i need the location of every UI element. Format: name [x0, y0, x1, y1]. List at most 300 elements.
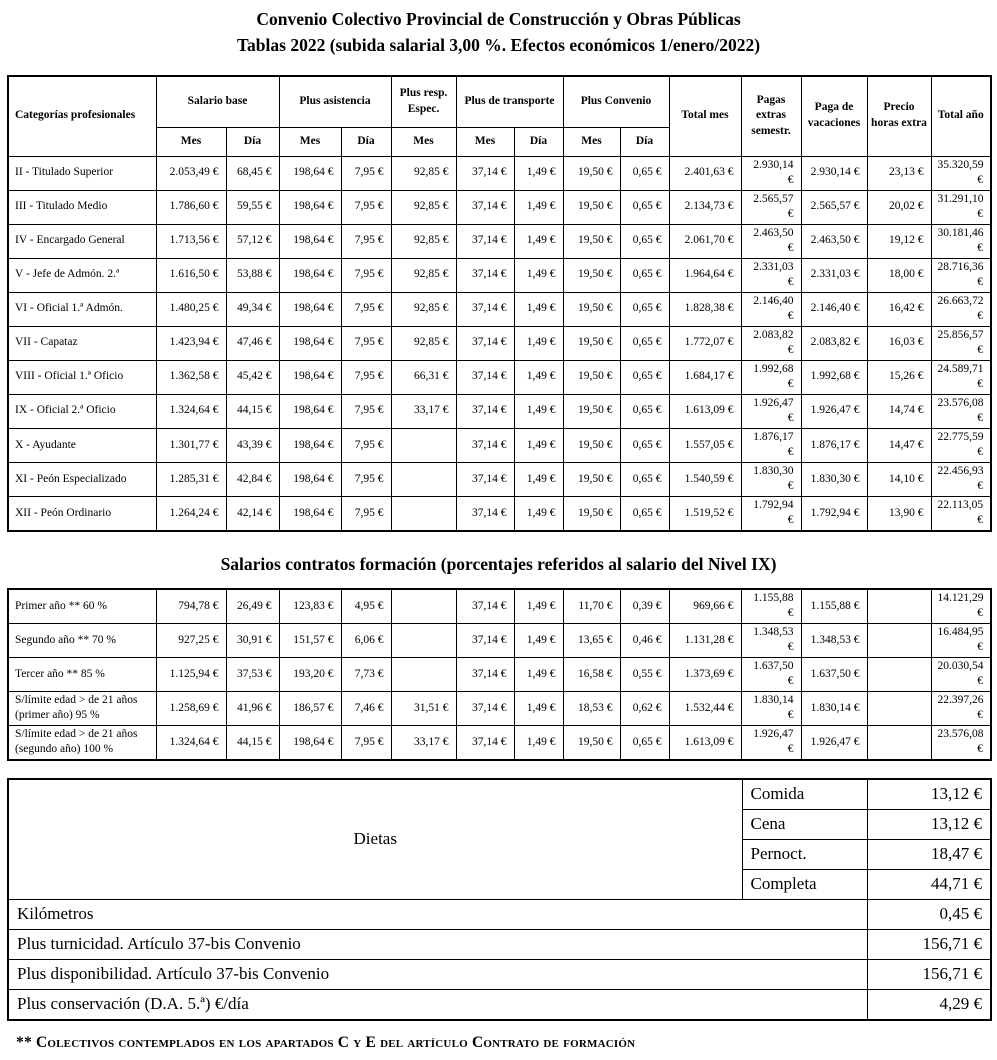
cell-resp-espec: 92,85 € — [391, 224, 456, 258]
cell-salario-dia: 42,14 € — [226, 496, 279, 531]
cell-salario-dia: 49,34 € — [226, 292, 279, 326]
cell-transporte-dia: 1,49 € — [514, 360, 563, 394]
cell-salario-dia: 37,53 € — [226, 657, 279, 691]
cell-precio-horas: 13,90 € — [867, 496, 931, 531]
cell-transporte-dia: 1,49 € — [514, 190, 563, 224]
cell-total-mes: 1.684,17 € — [669, 360, 741, 394]
cell-convenio-mes: 18,53 € — [563, 691, 620, 725]
salary-row — [8, 190, 991, 224]
cell-paga-vacaciones: 2.565,57 € — [801, 190, 867, 224]
col-header-paga-vacaciones: Paga de vacaciones — [801, 76, 867, 157]
cell-transporte-mes: 37,14 € — [456, 496, 514, 531]
cell-resp-espec: 92,85 € — [391, 292, 456, 326]
cell-total-mes: 1.540,59 € — [669, 462, 741, 496]
cell-resp-espec — [391, 623, 456, 657]
cell-total-ano: 16.484,95 € — [931, 623, 991, 657]
cell-resp-espec: 66,31 € — [391, 360, 456, 394]
title-line-2: Tablas 2022 (subida salarial 3,00 %. Efectos económicos 1/enero/2022) — [236, 35, 761, 56]
cell-paga-vacaciones: 2.083,82 € — [801, 326, 867, 360]
cell-total-mes: 1.532,44 € — [669, 691, 741, 725]
cell-paga-vacaciones: 2.146,40 € — [801, 292, 867, 326]
cell-asistencia-dia: 7,95 € — [341, 326, 391, 360]
salary-row — [8, 462, 991, 496]
formacion-label — [8, 589, 156, 624]
cell-pagas-extras: 1.992,68 € — [741, 360, 801, 394]
cell-transporte-dia: 1,49 € — [514, 589, 563, 624]
cell-total-ano: 14.121,29 € — [931, 589, 991, 624]
cell-paga-vacaciones: 2.463,50 € — [801, 224, 867, 258]
cell-convenio-dia: 0,65 € — [620, 258, 669, 292]
cell-asistencia-mes: 198,64 € — [279, 156, 341, 190]
cell-paga-vacaciones: 1.876,17 € — [801, 428, 867, 462]
salary-row — [8, 496, 991, 531]
category-label: VII - Capataz — [8, 326, 156, 360]
cell-asistencia-dia: 7,46 € — [341, 691, 391, 725]
cell-convenio-mes: 19,50 € — [563, 292, 620, 326]
category-label: IX - Oficial 2.ª Oficio — [8, 394, 156, 428]
cell-transporte-dia: 1,49 € — [514, 725, 563, 760]
dieta-cena-label: Cena — [742, 810, 867, 840]
cell-precio-horas: 14,74 € — [867, 394, 931, 428]
cell-asistencia-mes: 198,64 € — [279, 224, 341, 258]
cell-transporte-mes: 37,14 € — [456, 156, 514, 190]
cell-pagas-extras: 2.083,82 € — [741, 326, 801, 360]
cell-convenio-mes: 19,50 € — [563, 496, 620, 531]
cell-convenio-mes: 19,50 € — [563, 224, 620, 258]
cell-asistencia-dia: 7,95 € — [341, 156, 391, 190]
category-label: VI - Oficial 1.ª Admón. — [8, 292, 156, 326]
cell-total-ano: 31.291,10 € — [931, 190, 991, 224]
cell-transporte-mes: 37,14 € — [456, 589, 514, 624]
cell-total-ano: 25.856,57 € — [931, 326, 991, 360]
cell-transporte-mes: 37,14 € — [456, 657, 514, 691]
category-label: V - Jefe de Admón. 2.ª — [8, 258, 156, 292]
plus-turnicidad-label: Plus turnicidad. Artículo 37-bis Convenio — [8, 930, 867, 960]
cell-pagas-extras: 1.876,17 € — [741, 428, 801, 462]
cell-asistencia-mes: 198,64 € — [279, 326, 341, 360]
category-label: IV - Encargado General — [8, 224, 156, 258]
extras-table — [7, 778, 992, 1021]
cell-precio-horas: 16,03 € — [867, 326, 931, 360]
col-header-pagas-extras: Pagas extras semestr. — [741, 76, 801, 157]
category-label: II - Titulado Superior — [8, 156, 156, 190]
cell-asistencia-mes: 198,64 € — [279, 292, 341, 326]
cell-convenio-dia: 0,65 € — [620, 725, 669, 760]
formacion-label-line1: S/límite edad > de 21 años — [15, 693, 138, 706]
subcol-mes: Mes — [391, 127, 456, 156]
cell-total-mes: 1.519,52 € — [669, 496, 741, 531]
cell-pagas-extras: 1.155,88 € — [741, 589, 801, 624]
formacion-label-line1: Tercer año ** 85 % — [15, 667, 105, 680]
formacion-table — [7, 588, 992, 761]
subcol-mes: Mes — [456, 127, 514, 156]
cell-total-ano: 22.456,93 € — [931, 462, 991, 496]
cell-resp-espec — [391, 589, 456, 624]
cell-convenio-mes: 13,65 € — [563, 623, 620, 657]
cell-salario-dia: 43,39 € — [226, 428, 279, 462]
cell-pagas-extras: 2.930,14 € — [741, 156, 801, 190]
cell-salario-dia: 30,91 € — [226, 623, 279, 657]
formacion-label-line1: Segundo año ** 70 % — [15, 633, 116, 646]
extras-row — [8, 930, 991, 960]
cell-convenio-mes: 19,50 € — [563, 156, 620, 190]
cell-convenio-mes: 19,50 € — [563, 394, 620, 428]
cell-asistencia-dia: 7,73 € — [341, 657, 391, 691]
document-page — [0, 6, 997, 1052]
cell-transporte-mes: 37,14 € — [456, 224, 514, 258]
subcol-mes: Mes — [563, 127, 620, 156]
cell-precio-horas — [867, 725, 931, 760]
cell-paga-vacaciones: 1.348,53 € — [801, 623, 867, 657]
cell-total-ano: 24.589,71 € — [931, 360, 991, 394]
salary-row — [8, 360, 991, 394]
cell-resp-espec: 31,51 € — [391, 691, 456, 725]
cell-pagas-extras: 1.792,94 € — [741, 496, 801, 531]
dieta-comida-value: 13,12 € — [867, 779, 991, 810]
cell-total-ano: 22.397,26 € — [931, 691, 991, 725]
cell-total-ano: 20.030,54 € — [931, 657, 991, 691]
cell-transporte-dia: 1,49 € — [514, 657, 563, 691]
cell-paga-vacaciones: 1.830,14 € — [801, 691, 867, 725]
cell-total-ano: 22.775,59 € — [931, 428, 991, 462]
cell-precio-horas: 23,13 € — [867, 156, 931, 190]
cell-total-ano: 28.716,36 € — [931, 258, 991, 292]
cell-precio-horas — [867, 623, 931, 657]
cell-salario-mes: 794,78 € — [156, 589, 226, 624]
cell-transporte-dia: 1,49 € — [514, 224, 563, 258]
cell-asistencia-mes: 198,64 € — [279, 360, 341, 394]
cell-convenio-dia: 0,65 € — [620, 428, 669, 462]
plus-disponibilidad-value: 156,71 € — [867, 960, 991, 990]
subcol-dia: Día — [226, 127, 279, 156]
formacion-label-line2: (segundo año) 100 % — [15, 743, 114, 756]
cell-transporte-dia: 1,49 € — [514, 462, 563, 496]
cell-paga-vacaciones: 1.926,47 € — [801, 394, 867, 428]
cell-pagas-extras: 1.348,53 € — [741, 623, 801, 657]
formacion-label-line1: Primer año ** 60 % — [15, 599, 107, 612]
cell-total-mes: 1.613,09 € — [669, 725, 741, 760]
cell-paga-vacaciones: 1.992,68 € — [801, 360, 867, 394]
cell-total-ano: 35.320,59 € — [931, 156, 991, 190]
category-label: III - Titulado Medio — [8, 190, 156, 224]
cell-pagas-extras: 1.830,14 € — [741, 691, 801, 725]
cell-paga-vacaciones: 2.930,14 € — [801, 156, 867, 190]
cell-total-mes: 1.131,28 € — [669, 623, 741, 657]
cell-asistencia-mes: 198,64 € — [279, 258, 341, 292]
cell-transporte-mes: 37,14 € — [456, 428, 514, 462]
cell-transporte-dia: 1,49 € — [514, 623, 563, 657]
cell-resp-espec: 33,17 € — [391, 725, 456, 760]
cell-asistencia-mes: 151,57 € — [279, 623, 341, 657]
cell-transporte-dia: 1,49 € — [514, 691, 563, 725]
cell-resp-espec — [391, 496, 456, 531]
cell-transporte-dia: 1,49 € — [514, 258, 563, 292]
cell-convenio-dia: 0,65 € — [620, 394, 669, 428]
cell-precio-horas: 18,00 € — [867, 258, 931, 292]
cell-asistencia-dia: 7,95 € — [341, 224, 391, 258]
cell-asistencia-mes: 193,20 € — [279, 657, 341, 691]
cell-transporte-mes: 37,14 € — [456, 292, 514, 326]
cell-total-mes: 2.401,63 € — [669, 156, 741, 190]
cell-transporte-dia: 1,49 € — [514, 394, 563, 428]
formacion-row — [8, 725, 991, 760]
kilometros-label: Kilómetros — [8, 900, 867, 930]
kilometros-value: 0,45 € — [867, 900, 991, 930]
cell-salario-dia: 42,84 € — [226, 462, 279, 496]
formacion-row — [8, 589, 991, 624]
cell-asistencia-dia: 7,95 € — [341, 394, 391, 428]
cell-convenio-mes: 19,50 € — [563, 462, 620, 496]
salary-table — [7, 75, 992, 532]
cell-transporte-mes: 37,14 € — [456, 623, 514, 657]
cell-precio-horas: 20,02 € — [867, 190, 931, 224]
cell-asistencia-mes: 123,83 € — [279, 589, 341, 624]
cell-paga-vacaciones: 2.331,03 € — [801, 258, 867, 292]
cell-asistencia-dia: 6,06 € — [341, 623, 391, 657]
col-header-salario-base: Salario base — [156, 76, 279, 128]
plus-conservacion-label: Plus conservación (D.A. 5.ª) €/día — [8, 990, 867, 1021]
cell-resp-espec — [391, 428, 456, 462]
plus-turnicidad-value: 156,71 € — [867, 930, 991, 960]
cell-convenio-dia: 0,39 € — [620, 589, 669, 624]
cell-convenio-mes: 19,50 € — [563, 360, 620, 394]
cell-precio-horas — [867, 589, 931, 624]
col-header-precio-horas: Precio horas extra — [867, 76, 931, 157]
section-title-formacion: Salarios contratos formación (porcentajes referidos al salario del Nivel IX) — [220, 553, 777, 574]
cell-pagas-extras: 2.463,50 € — [741, 224, 801, 258]
footnote: ** Colectivos contemplados en los apartados C y E del artículo Contrato de formación — [16, 1034, 636, 1051]
cell-precio-horas — [867, 691, 931, 725]
col-header-categorias: Categorías profesionales — [8, 76, 156, 157]
cell-salario-dia: 41,96 € — [226, 691, 279, 725]
cell-asistencia-mes: 198,64 € — [279, 394, 341, 428]
cell-asistencia-mes: 198,64 € — [279, 190, 341, 224]
document-title — [0, 6, 997, 59]
cell-asistencia-mes: 198,64 € — [279, 725, 341, 760]
salary-row — [8, 394, 991, 428]
cell-pagas-extras: 1.637,50 € — [741, 657, 801, 691]
cell-resp-espec: 92,85 € — [391, 190, 456, 224]
cell-convenio-dia: 0,65 € — [620, 224, 669, 258]
cell-paga-vacaciones: 1.155,88 € — [801, 589, 867, 624]
salary-row — [8, 428, 991, 462]
cell-salario-mes: 1.301,77 € — [156, 428, 226, 462]
cell-salario-dia: 59,55 € — [226, 190, 279, 224]
cell-total-mes: 1.373,69 € — [669, 657, 741, 691]
cell-convenio-dia: 0,65 € — [620, 360, 669, 394]
cell-resp-espec: 92,85 € — [391, 156, 456, 190]
cell-salario-dia: 68,45 € — [226, 156, 279, 190]
cell-convenio-dia: 0,65 € — [620, 292, 669, 326]
col-header-plus-resp: Plus resp. Espec. — [391, 76, 456, 128]
dieta-completa-value: 44,71 € — [867, 870, 991, 900]
dieta-pernoct-value: 18,47 € — [867, 840, 991, 870]
cell-salario-mes: 1.285,31 € — [156, 462, 226, 496]
cell-precio-horas: 15,26 € — [867, 360, 931, 394]
col-header-plus-convenio: Plus Convenio — [563, 76, 669, 128]
col-header-plus-transporte: Plus de transporte — [456, 76, 563, 128]
cell-salario-dia: 47,46 € — [226, 326, 279, 360]
category-label: XI - Peón Especializado — [8, 462, 156, 496]
cell-asistencia-dia: 7,95 € — [341, 462, 391, 496]
cell-convenio-dia: 0,65 € — [620, 156, 669, 190]
formacion-label-line2: (primer año) 95 % — [15, 709, 100, 722]
cell-transporte-mes: 37,14 € — [456, 394, 514, 428]
col-header-total-ano: Total año — [931, 76, 991, 157]
cell-total-mes: 1.828,38 € — [669, 292, 741, 326]
formacion-label — [8, 725, 156, 760]
cell-salario-dia: 57,12 € — [226, 224, 279, 258]
cell-total-mes: 1.613,09 € — [669, 394, 741, 428]
plus-conservacion-value: 4,29 € — [867, 990, 991, 1021]
cell-transporte-dia: 1,49 € — [514, 326, 563, 360]
cell-convenio-dia: 0,65 € — [620, 190, 669, 224]
cell-salario-dia: 44,15 € — [226, 725, 279, 760]
cell-salario-mes: 1.480,25 € — [156, 292, 226, 326]
cell-total-ano: 30.181,46 € — [931, 224, 991, 258]
cell-salario-mes: 1.258,69 € — [156, 691, 226, 725]
cell-salario-mes: 2.053,49 € — [156, 156, 226, 190]
formacion-label — [8, 623, 156, 657]
cell-salario-mes: 1.324,64 € — [156, 394, 226, 428]
cell-salario-mes: 1.362,58 € — [156, 360, 226, 394]
cell-total-mes: 2.061,70 € — [669, 224, 741, 258]
cell-convenio-dia: 0,46 € — [620, 623, 669, 657]
cell-total-ano: 22.113,05 € — [931, 496, 991, 531]
cell-total-ano: 26.663,72 € — [931, 292, 991, 326]
cell-convenio-mes: 19,50 € — [563, 258, 620, 292]
cell-total-mes: 1.772,07 € — [669, 326, 741, 360]
cell-transporte-dia: 1,49 € — [514, 156, 563, 190]
subcol-mes: Mes — [279, 127, 341, 156]
cell-precio-horas: 14,47 € — [867, 428, 931, 462]
cell-salario-dia: 53,88 € — [226, 258, 279, 292]
cell-pagas-extras: 1.926,47 € — [741, 394, 801, 428]
cell-asistencia-dia: 7,95 € — [341, 428, 391, 462]
extras-row — [8, 990, 991, 1021]
formacion-row — [8, 691, 991, 725]
subcol-dia: Día — [620, 127, 669, 156]
subcol-dia: Día — [514, 127, 563, 156]
cell-pagas-extras: 2.146,40 € — [741, 292, 801, 326]
category-label: X - Ayudante — [8, 428, 156, 462]
subcol-mes: Mes — [156, 127, 226, 156]
cell-resp-espec — [391, 462, 456, 496]
cell-convenio-dia: 0,62 € — [620, 691, 669, 725]
cell-transporte-dia: 1,49 € — [514, 292, 563, 326]
cell-transporte-mes: 37,14 € — [456, 462, 514, 496]
cell-convenio-dia: 0,65 € — [620, 462, 669, 496]
cell-precio-horas — [867, 657, 931, 691]
cell-pagas-extras: 2.331,03 € — [741, 258, 801, 292]
formacion-row — [8, 657, 991, 691]
cell-transporte-mes: 37,14 € — [456, 190, 514, 224]
cell-resp-espec: 92,85 € — [391, 258, 456, 292]
cell-salario-dia: 26,49 € — [226, 589, 279, 624]
cell-paga-vacaciones: 1.830,30 € — [801, 462, 867, 496]
cell-transporte-mes: 37,14 € — [456, 258, 514, 292]
cell-total-ano: 23.576,08 € — [931, 725, 991, 760]
cell-salario-mes: 1.324,64 € — [156, 725, 226, 760]
cell-transporte-mes: 37,14 € — [456, 326, 514, 360]
cell-asistencia-mes: 198,64 € — [279, 428, 341, 462]
salary-row — [8, 258, 991, 292]
cell-paga-vacaciones: 1.792,94 € — [801, 496, 867, 531]
cell-salario-mes: 1.713,56 € — [156, 224, 226, 258]
cell-asistencia-dia: 7,95 € — [341, 725, 391, 760]
cell-pagas-extras: 1.926,47 € — [741, 725, 801, 760]
cell-convenio-mes: 19,50 € — [563, 725, 620, 760]
cell-asistencia-dia: 7,95 € — [341, 496, 391, 531]
cell-asistencia-dia: 4,95 € — [341, 589, 391, 624]
dietas-label: Dietas — [8, 779, 742, 900]
dieta-pernoct-label: Pernoct. — [742, 840, 867, 870]
extras-row — [8, 960, 991, 990]
cell-convenio-dia: 0,65 € — [620, 496, 669, 531]
extras-row — [8, 900, 991, 930]
cell-transporte-mes: 37,14 € — [456, 725, 514, 760]
cell-salario-dia: 44,15 € — [226, 394, 279, 428]
dieta-completa-label: Completa — [742, 870, 867, 900]
cell-paga-vacaciones: 1.926,47 € — [801, 725, 867, 760]
cell-convenio-mes: 19,50 € — [563, 428, 620, 462]
plus-disponibilidad-label: Plus disponibilidad. Artículo 37-bis Convenio — [8, 960, 867, 990]
subcol-dia: Día — [341, 127, 391, 156]
cell-convenio-mes: 19,50 € — [563, 190, 620, 224]
cell-asistencia-mes: 186,57 € — [279, 691, 341, 725]
cell-total-mes: 1.964,64 € — [669, 258, 741, 292]
category-label: VIII - Oficial 1.ª Oficio — [8, 360, 156, 394]
cell-transporte-mes: 37,14 € — [456, 360, 514, 394]
cell-convenio-dia: 0,65 € — [620, 326, 669, 360]
formacion-label-line1: S/límite edad > de 21 años — [15, 727, 138, 740]
cell-precio-horas: 19,12 € — [867, 224, 931, 258]
cell-asistencia-mes: 198,64 € — [279, 462, 341, 496]
formacion-row — [8, 623, 991, 657]
salary-row — [8, 224, 991, 258]
cell-asistencia-mes: 198,64 € — [279, 496, 341, 531]
cell-precio-horas: 16,42 € — [867, 292, 931, 326]
cell-salario-mes: 1.264,24 € — [156, 496, 226, 531]
cell-paga-vacaciones: 1.637,50 € — [801, 657, 867, 691]
cell-pagas-extras: 2.565,57 € — [741, 190, 801, 224]
formacion-label — [8, 657, 156, 691]
col-header-total-mes: Total mes — [669, 76, 741, 157]
dieta-comida-label: Comida — [742, 779, 867, 810]
cell-convenio-dia: 0,55 € — [620, 657, 669, 691]
cell-salario-dia: 45,42 € — [226, 360, 279, 394]
cell-asistencia-dia: 7,95 € — [341, 360, 391, 394]
cell-salario-mes: 1.125,94 € — [156, 657, 226, 691]
cell-resp-espec: 92,85 € — [391, 326, 456, 360]
cell-convenio-mes: 16,58 € — [563, 657, 620, 691]
cell-transporte-dia: 1,49 € — [514, 428, 563, 462]
cell-salario-mes: 1.786,60 € — [156, 190, 226, 224]
cell-resp-espec: 33,17 € — [391, 394, 456, 428]
cell-salario-mes: 927,25 € — [156, 623, 226, 657]
dieta-cena-value: 13,12 € — [867, 810, 991, 840]
salary-row — [8, 156, 991, 190]
cell-asistencia-dia: 7,95 € — [341, 258, 391, 292]
cell-total-mes: 1.557,05 € — [669, 428, 741, 462]
cell-pagas-extras: 1.830,30 € — [741, 462, 801, 496]
cell-transporte-mes: 37,14 € — [456, 691, 514, 725]
cell-asistencia-dia: 7,95 € — [341, 292, 391, 326]
cell-precio-horas: 14,10 € — [867, 462, 931, 496]
formacion-label — [8, 691, 156, 725]
cell-total-ano: 23.576,08 € — [931, 394, 991, 428]
cell-salario-mes: 1.616,50 € — [156, 258, 226, 292]
